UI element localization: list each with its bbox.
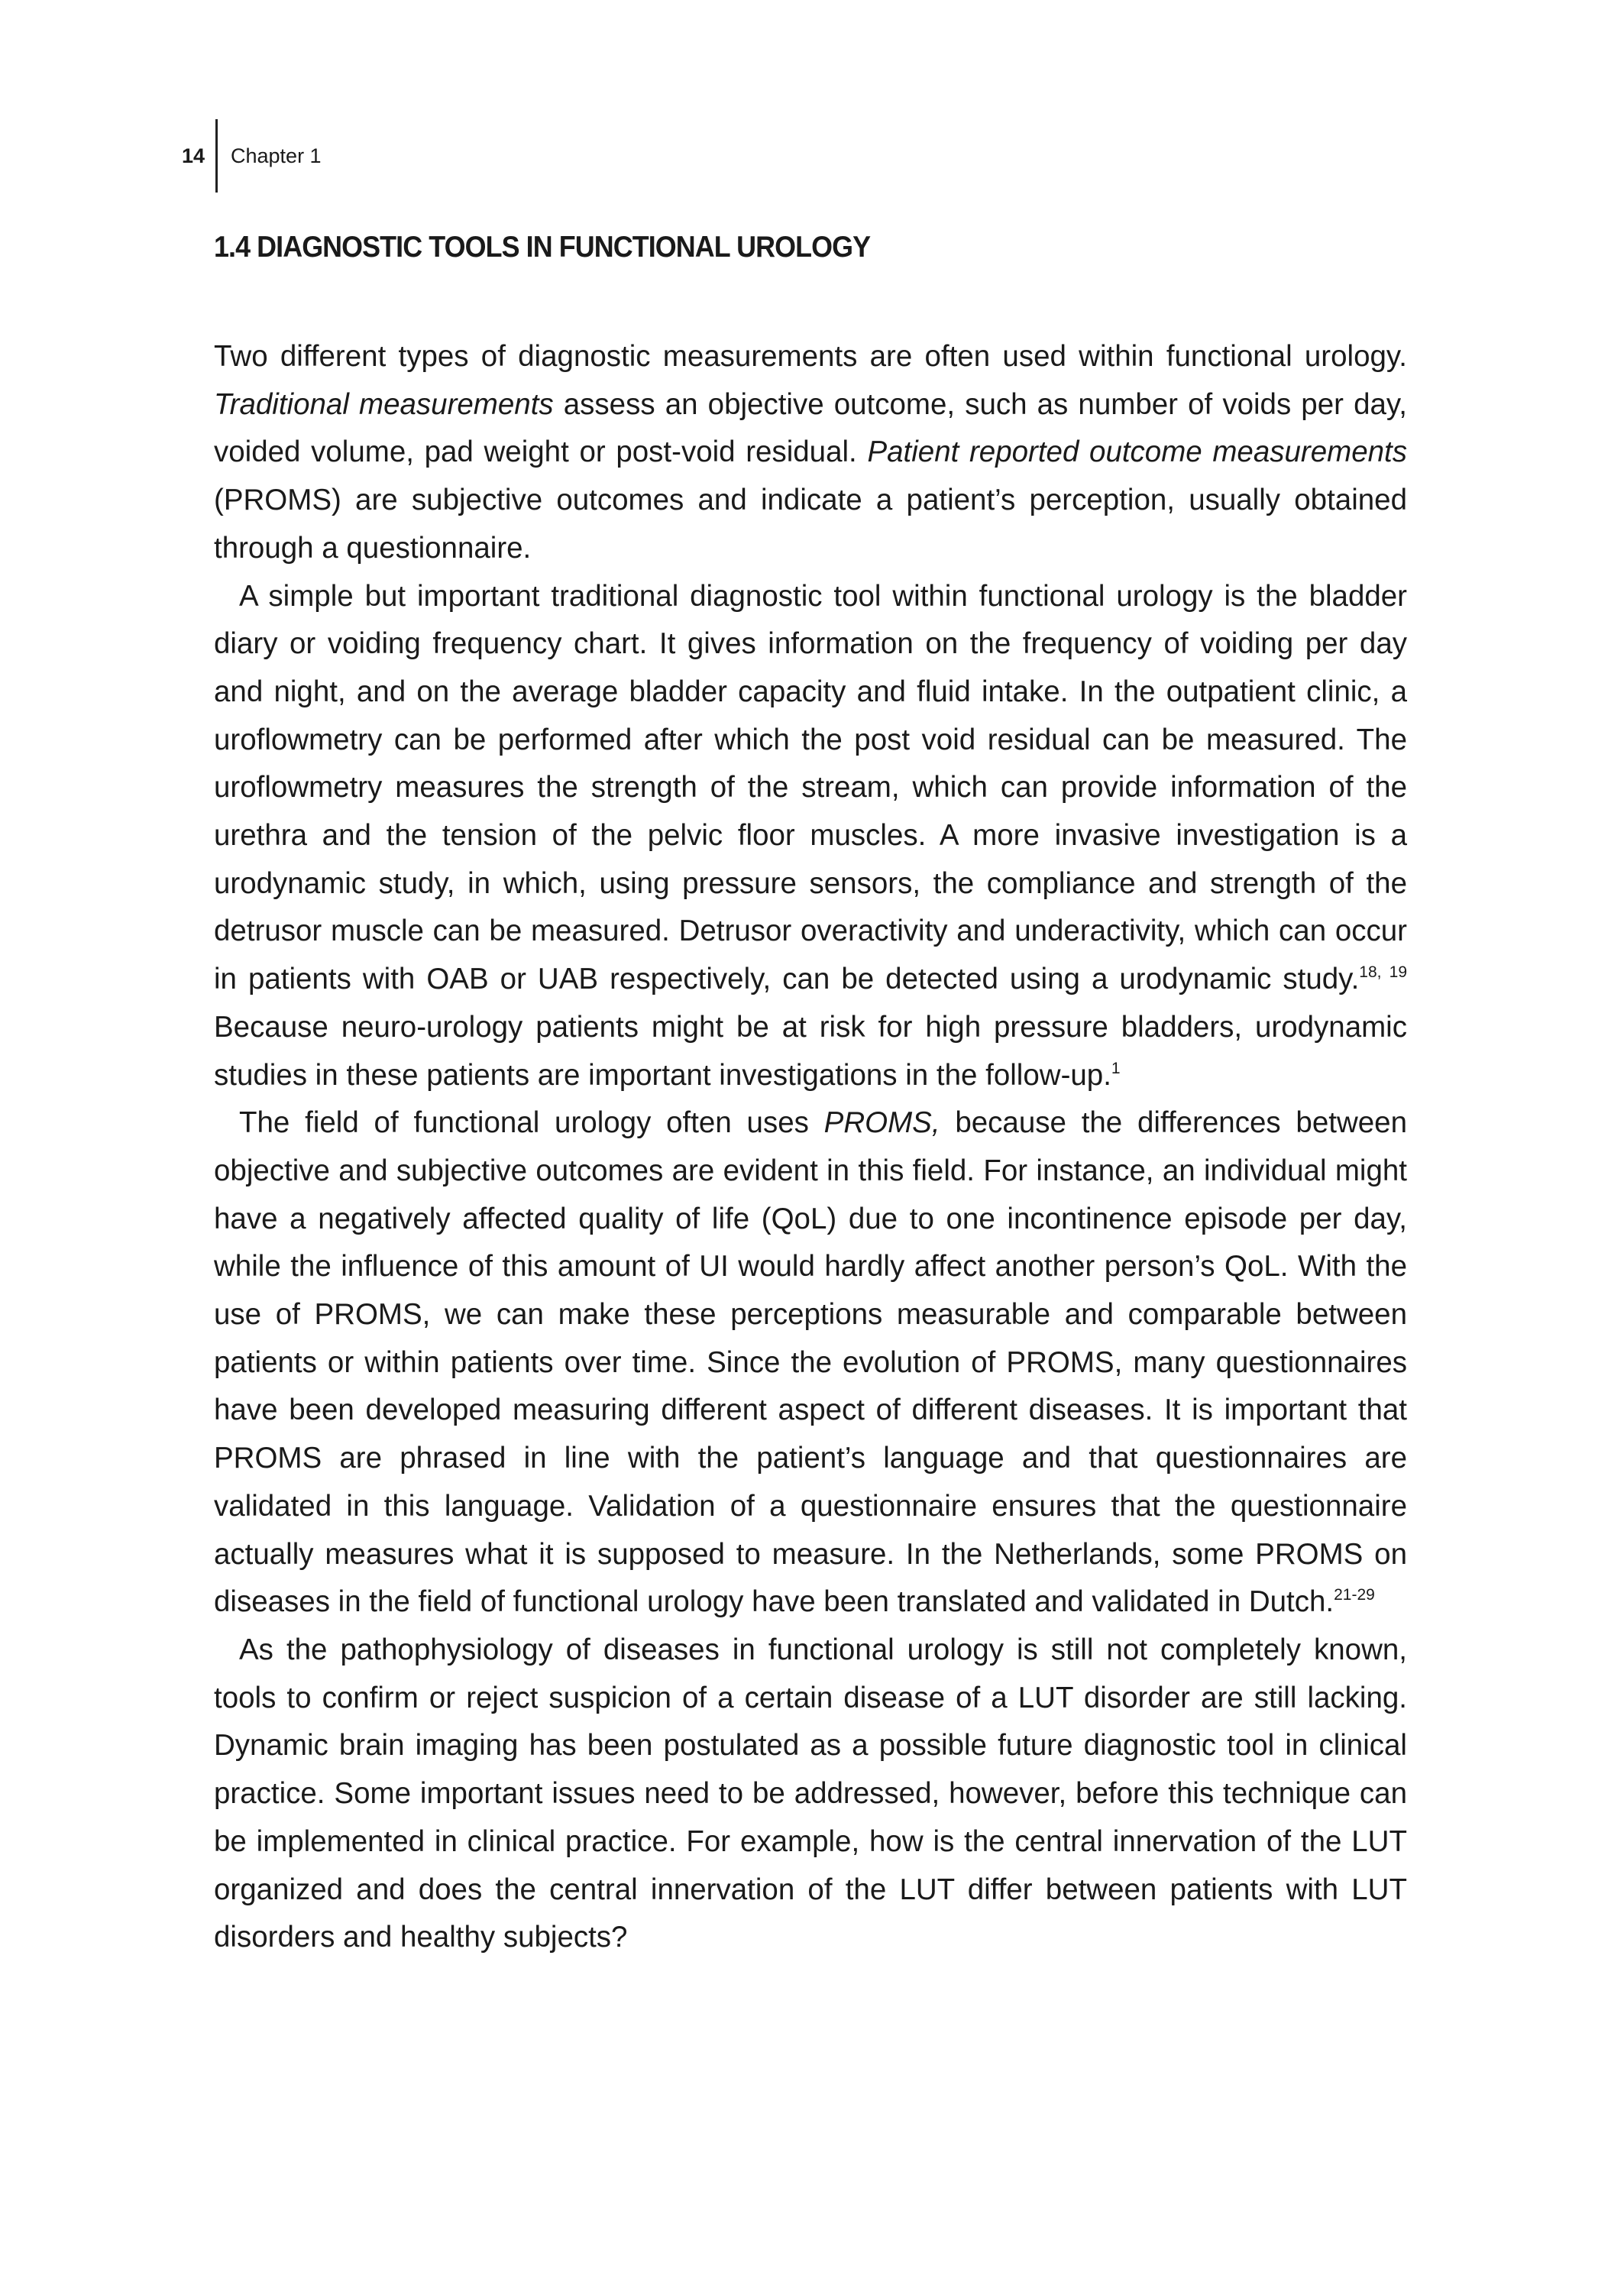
paragraph-2: [214, 573, 1407, 1100]
paragraph-text: assess an objective outcome, such as number of voids per day, voided volume, pad weight or post-void residual.: [214, 387, 1407, 469]
italic-term: Traditional measurements: [214, 387, 554, 421]
running-header: [167, 119, 322, 193]
paragraph-1: [214, 333, 1407, 573]
citation-superscript: 21-29: [1334, 1586, 1375, 1604]
page-number: 14: [181, 144, 205, 167]
chapter-label: Chapter 1: [231, 144, 322, 167]
paragraph-text: Because neuro-urology patients might be at risk for high pressure bladders, urodynamic studies in these patients are important investigations in the follow-up.: [214, 1010, 1407, 1092]
citation-superscript: 1: [1111, 1059, 1121, 1077]
italic-term: PROMS,: [823, 1106, 940, 1140]
paragraph-3: [214, 1099, 1407, 1627]
paragraph-text: A simple but important traditional diagnostic tool within functional urology is the bladder diary or voiding frequency chart. It gives information on the frequency of voiding per day and night, and on the average bladder capacity and fluid intake. In the outpatient clinic, a uroflowmetry can be performed after which the post void residual can be measured. The uroflowmetry measures the strength of the stream, which can provide information of the urethra and the tension of the pelvic floor muscles. A more invasive investigation is a urodynamic study, in which, using pressure sensors, the compliance and strength of the detrusor muscle can be measured. Detrusor overactivity and underactivity, which can occur in patients with OAB or UAB respectively, can be detected using a urodynamic study.: [214, 579, 1407, 996]
body-text: [214, 333, 1407, 1962]
section-heading: 1.4 DIAGNOSTIC TOOLS IN FUNCTIONAL UROLOGY: [214, 231, 871, 264]
paragraph-text: (PROMS) are subjective outcomes and indicate a patient’s perception, usually obtained through a questionnaire.: [214, 484, 1407, 565]
paragraph-text: because the differences between objective and subjective outcomes are evident in this field. For instance, an individual might have a negatively affected quality of life (QoL) due to one incontinence episode per day, while the influence of this amount of UI would hardly affect another person’s QoL. With the use of PROMS, we can make these perceptions measurable and comparable between patients or within patients over time. Since the evolution of PROMS, many questionnaires have been developed measuring different aspect of different diseases. It is important that PROMS are phrased in line with the patient’s language and that questionnaires are validated in this language. Validation of a questionnaire ensures that the questionnaire actually measures what it is supposed to measure. In the Netherlands, some PROMS on diseases in the field of functional urology have been translated and validated in Dutch.: [214, 1106, 1407, 1619]
paragraph-text: As the pathophysiology of diseases in functional urology is still not completely known, tools to confirm or reject suspicion of a certain disease of a LUT disorder are still lacking. Dynamic brain imaging has been postulated as a possible future diagnostic tool in clinical practice. Some important issues need to be addressed, however, before this technique can be implemented in clinical practice. For example, how is the central innervation of the LUT organized and does the central innervation of the LUT differ between patients with LUT disorders and healthy subjects?: [214, 1633, 1407, 1954]
citation-superscript: 18, 19: [1359, 963, 1407, 982]
paragraph-text: The field of functional urology often uses: [239, 1106, 824, 1140]
italic-term: Patient reported outcome measurements: [867, 435, 1407, 469]
paragraph-text: Two different types of diagnostic measurements are often used within functional urology.: [214, 340, 1407, 373]
paragraph-4: [214, 1627, 1407, 1962]
